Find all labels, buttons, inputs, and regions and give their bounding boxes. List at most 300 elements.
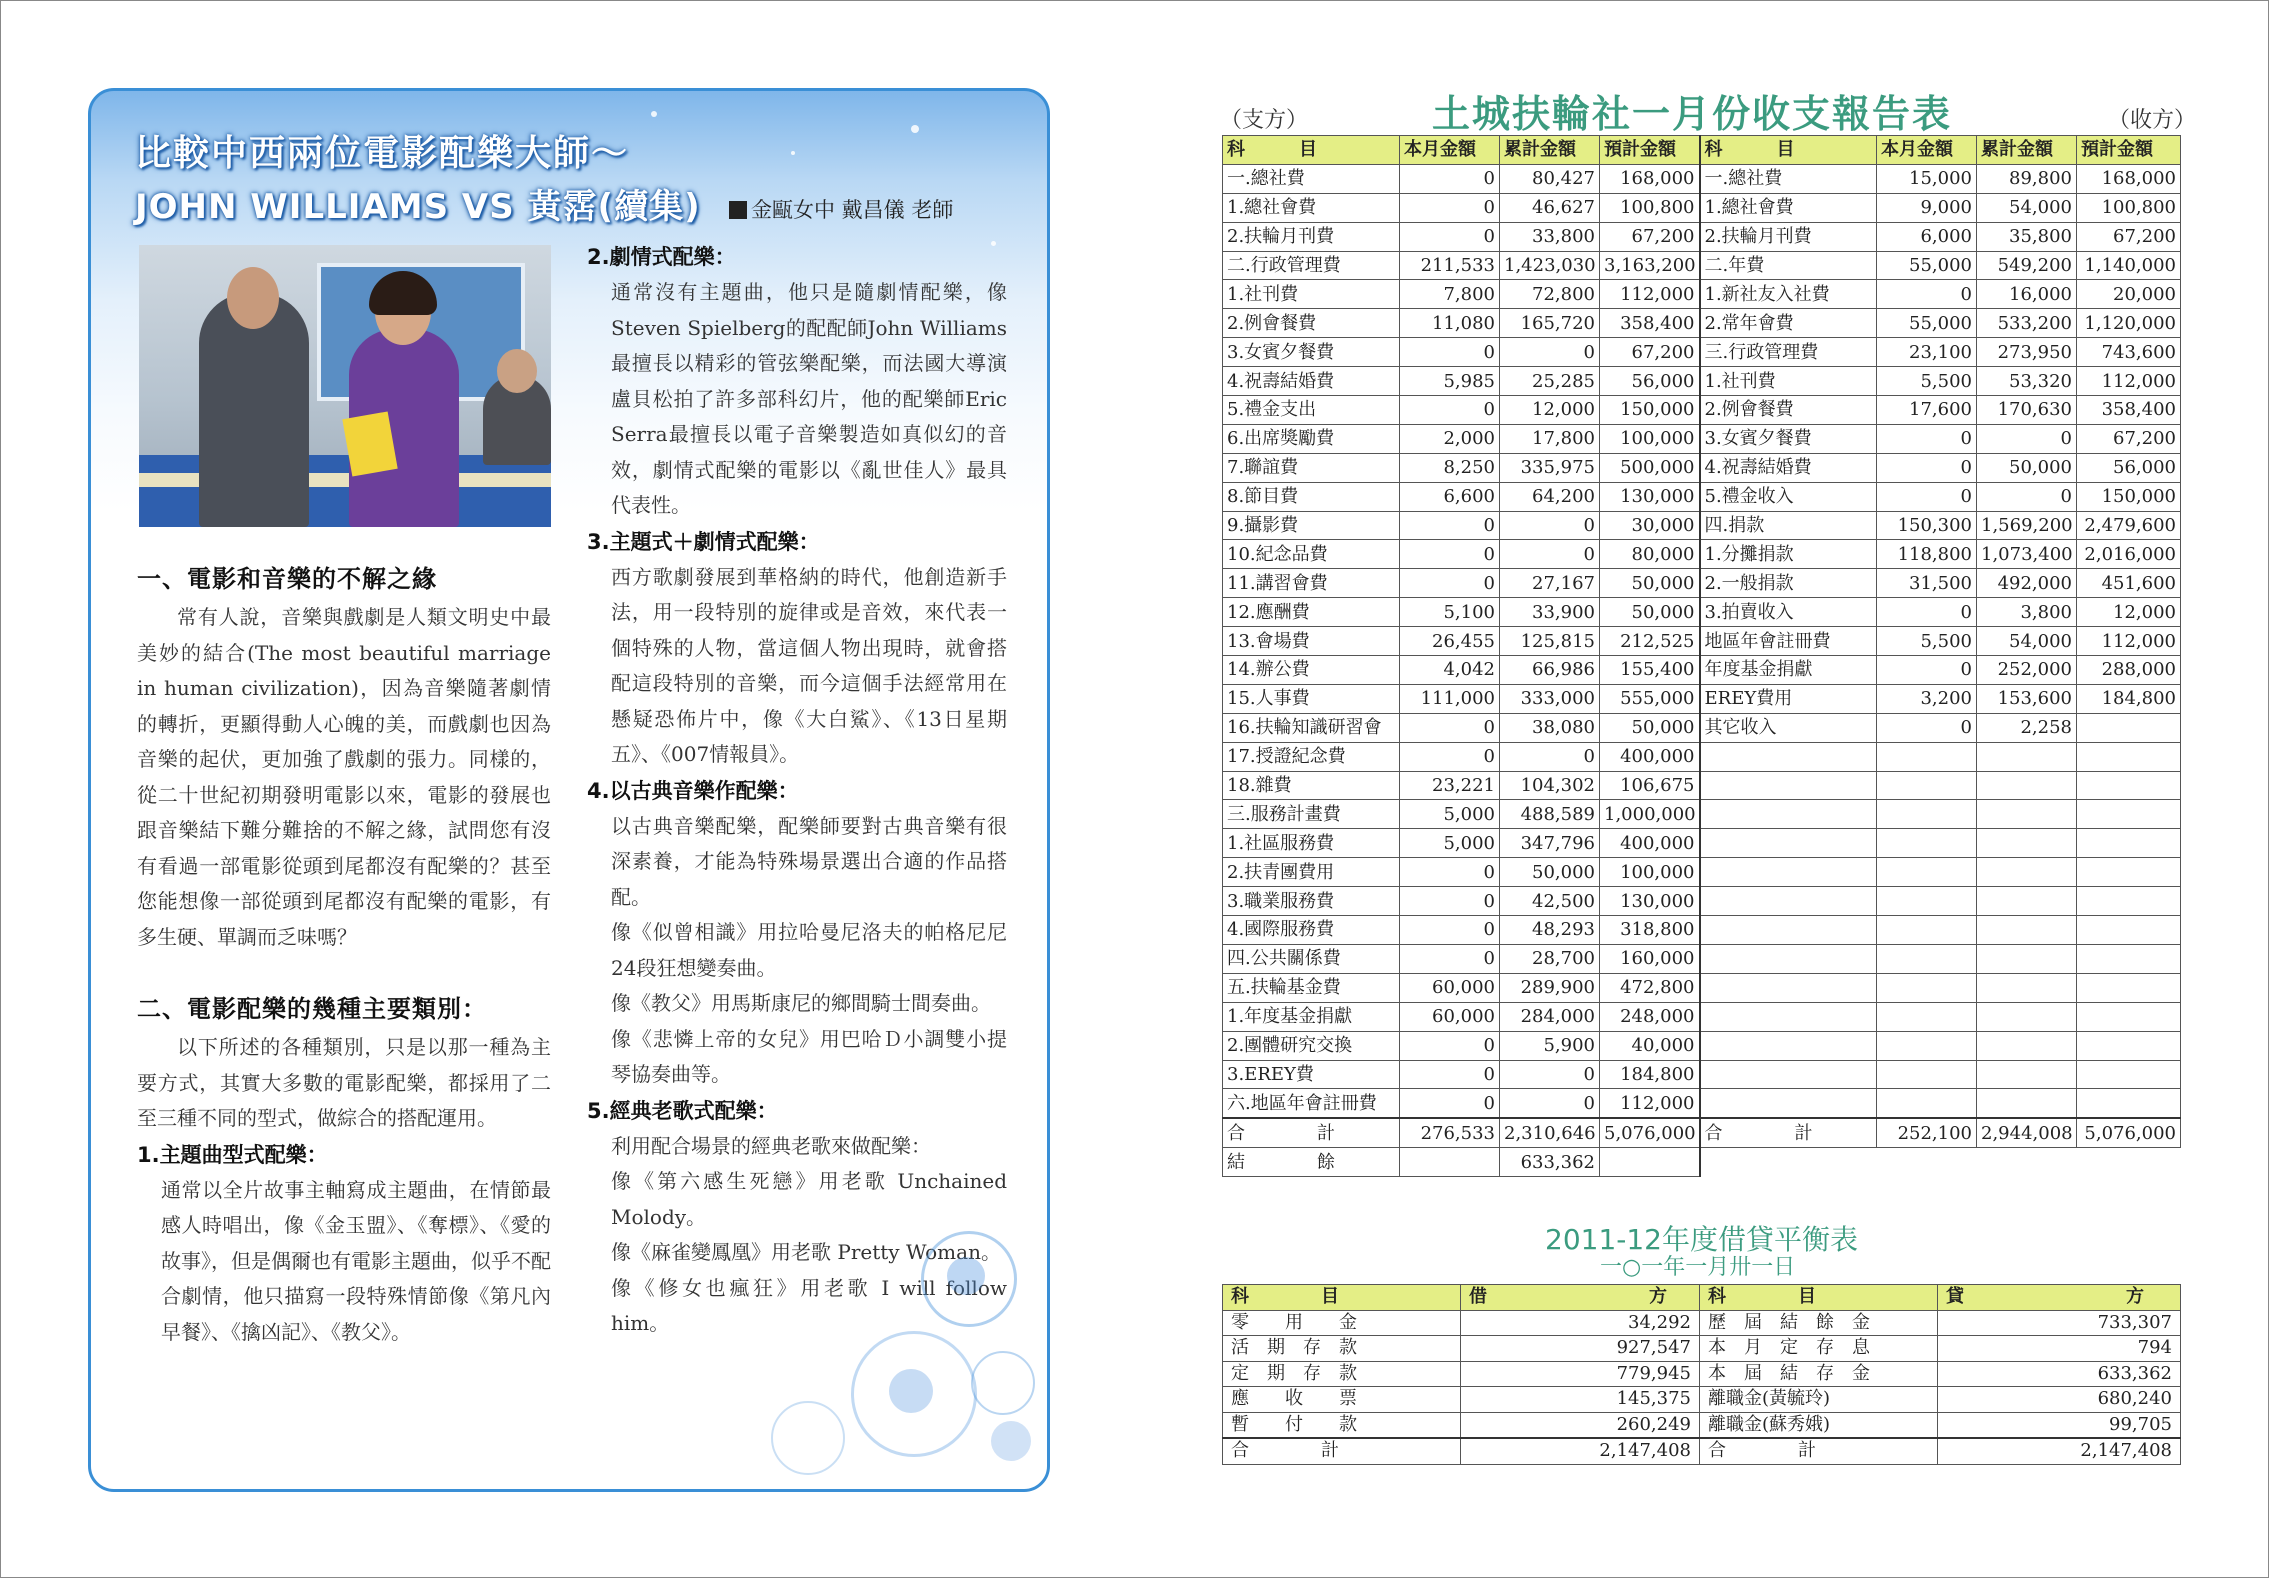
total-value: 252,100 <box>1877 1118 1977 1147</box>
sub2-body: 通常沒有主題曲，他只是隨劇情配樂，像Steven Spielberg的配配師John Williams最擅長以精彩的管弦樂配樂，而法國大導演盧貝松拍了許多部科幻片，他的配樂師Eric Serra最擅長以電子音樂製造如真似幻的音效，劇情式配樂的電影以《亂世佳人》最具代表性。 <box>611 280 1007 517</box>
flower-decoration <box>971 1351 1035 1415</box>
column-header: 科 目 <box>1700 136 1877 165</box>
table-row <box>1223 280 2181 309</box>
table-cell <box>1877 742 1977 771</box>
table-cell: 472,800 <box>1600 973 1700 1002</box>
table-cell <box>1877 1089 1977 1118</box>
table-cell: 3,800 <box>1977 598 2077 627</box>
table-cell: 33,900 <box>1500 598 1600 627</box>
table-cell <box>1877 858 1977 887</box>
table-cell <box>1700 887 1877 916</box>
balance-value: 633,362 <box>1500 1148 1600 1177</box>
table-cell: 125,815 <box>1500 627 1600 656</box>
article-subtitle: JOHN WILLIAMS VS 黃霑(續集) <box>135 187 701 227</box>
table-row <box>1223 482 2181 511</box>
column-header: 累計金額 <box>1500 136 1600 165</box>
total-value: 5,076,000 <box>2077 1118 2181 1147</box>
table-cell <box>2077 1031 2181 1060</box>
table-cell: 26,455 <box>1400 627 1500 656</box>
table-cell: 其它收入 <box>1700 713 1877 742</box>
table-cell: 3.女賓夕餐費 <box>1223 338 1400 367</box>
table-cell: 0 <box>1400 1089 1500 1118</box>
table-cell: 42,500 <box>1500 887 1600 916</box>
table-cell: 40,000 <box>1600 1031 1700 1060</box>
table-cell: 492,000 <box>1977 569 2077 598</box>
table-cell <box>2077 944 2181 973</box>
table-cell: 15,000 <box>1877 164 1977 193</box>
table-cell <box>2077 916 2181 945</box>
table-cell: 定 期 存 款 <box>1223 1361 1461 1387</box>
table-cell: 1.年度基金捐獻 <box>1223 1002 1400 1031</box>
table-cell <box>1877 800 1977 829</box>
table-cell: 4.祝壽結婚費 <box>1700 453 1877 482</box>
table-cell <box>1977 1002 2077 1031</box>
table-cell: 1,120,000 <box>2077 309 2181 338</box>
table-cell: 30,000 <box>1600 511 1700 540</box>
table-cell: 66,986 <box>1500 656 1600 685</box>
sub4-example-1: 像《似曾相識》用拉哈曼尼洛夫的帕格尼尼24段狂想變奏曲。 <box>611 920 1007 980</box>
table-cell: 779,945 <box>1461 1361 1700 1387</box>
table-cell: 100,000 <box>1600 858 1700 887</box>
table-cell <box>1877 1060 1977 1089</box>
table-cell: 0 <box>1400 222 1500 251</box>
table-row <box>1223 338 2181 367</box>
table-cell <box>1977 829 2077 858</box>
table-cell: 3.拍賣收入 <box>1700 598 1877 627</box>
table-cell: 5,500 <box>1877 367 1977 396</box>
table-cell <box>1700 771 1877 800</box>
table-row <box>1223 396 2181 425</box>
table-cell: 67,200 <box>1600 338 1700 367</box>
table-cell: 56,000 <box>2077 453 2181 482</box>
table-row <box>1223 742 2181 771</box>
table-cell: 46,627 <box>1500 193 1600 222</box>
column-header: 貸 方 <box>1938 1285 2181 1311</box>
table-cell: 170,630 <box>1977 396 2077 425</box>
table-cell: 89,800 <box>1977 164 2077 193</box>
sparkle-decoration <box>651 111 657 117</box>
table-cell: 二.行政管理費 <box>1223 251 1400 280</box>
table-cell: 794 <box>1938 1336 2181 1362</box>
table-cell: 358,400 <box>2077 396 2181 425</box>
table-cell: 3,200 <box>1877 684 1977 713</box>
table-cell: 0 <box>1400 713 1500 742</box>
total-label: 合 計 <box>1223 1438 1461 1464</box>
table-cell: 153,600 <box>1977 684 2077 713</box>
table-cell <box>1700 742 1877 771</box>
table-cell: 0 <box>1977 482 2077 511</box>
sub5-example-2: 像《麻雀變鳳凰》用老歌 Pretty Woman。 <box>611 1240 1001 1264</box>
table-cell: 8,250 <box>1400 453 1500 482</box>
table-row <box>1223 511 2181 540</box>
table-cell: 318,800 <box>1600 916 1700 945</box>
table-cell: 0 <box>1500 511 1600 540</box>
sub3-body: 西方歌劇發展到華格納的時代，他創造新手法，用一段特別的旋律或是音效，來代表一個特殊的人物，當這個人物出現時，就會搭配這段特別的音樂，而今這個手法經常用在懸疑恐佈片中，像《大白鯊》、《13日星期五》、《007情報員》。 <box>611 564 1007 766</box>
table-cell: 本 屆 結 存 金 <box>1700 1361 1938 1387</box>
expense-label: （支方） <box>1220 108 1309 133</box>
table-row <box>1223 1336 2181 1362</box>
table-cell: 25,285 <box>1500 367 1600 396</box>
table-cell: 60,000 <box>1400 973 1500 1002</box>
table-cell: 二.年費 <box>1700 251 1877 280</box>
table-cell: 155,400 <box>1600 656 1700 685</box>
table-cell: 0 <box>1877 713 1977 742</box>
table-cell: 1.社刊費 <box>1223 280 1400 309</box>
table-cell: 500,000 <box>1600 453 1700 482</box>
table-cell: 56,000 <box>1600 367 1700 396</box>
column-header: 預計金額 <box>1600 136 1700 165</box>
table-cell: 10.紀念品費 <box>1223 540 1400 569</box>
table-cell: 0 <box>1877 598 1977 627</box>
table-row <box>1223 1089 2181 1118</box>
sub5-heading: 5.經典老歌式配樂： <box>587 1098 778 1123</box>
table-cell: 四.公共關係費 <box>1223 944 1400 973</box>
table-header-row <box>1223 1285 2181 1311</box>
table-cell: 2,016,000 <box>2077 540 2181 569</box>
finance-title: 土城扶輪社一月份收支報告表 <box>1432 92 1953 136</box>
table-cell: 0 <box>1877 482 1977 511</box>
table-row <box>1223 424 2181 453</box>
flower-decoration <box>991 1421 1031 1461</box>
table-row <box>1223 973 2181 1002</box>
table-cell: 歷 屆 結 餘 金 <box>1700 1310 1938 1336</box>
table-cell: 27,167 <box>1500 569 1600 598</box>
table-cell <box>1977 944 2077 973</box>
table-cell: 168,000 <box>1600 164 1700 193</box>
table-cell <box>2077 1089 2181 1118</box>
table-row <box>1223 1031 2181 1060</box>
table-cell: 12,000 <box>1500 396 1600 425</box>
table-cell: 1,073,400 <box>1977 540 2077 569</box>
table-row <box>1223 944 2181 973</box>
table-cell: 4.國際服務費 <box>1223 916 1400 945</box>
table-cell: 本 月 定 存 息 <box>1700 1336 1938 1362</box>
income-expense-table <box>1222 135 2181 1177</box>
table-row <box>1223 598 2181 627</box>
table-cell: 2.一般捐款 <box>1700 569 1877 598</box>
total-value: 2,310,646 <box>1500 1118 1600 1147</box>
table-cell <box>1877 1031 1977 1060</box>
table-cell: 13.會場費 <box>1223 627 1400 656</box>
article-title: 比較中西兩位電影配樂大師～ <box>135 133 630 174</box>
table-cell: 106,675 <box>1600 771 1700 800</box>
table-cell: 400,000 <box>1600 742 1700 771</box>
table-row <box>1223 771 2181 800</box>
table-cell: 118,800 <box>1877 540 1977 569</box>
table-cell <box>2077 1060 2181 1089</box>
table-cell: 三.服務計畫費 <box>1223 800 1400 829</box>
table-cell: 150,000 <box>2077 482 2181 511</box>
sub4-body: 以古典音樂配樂，配樂師要對古典音樂有很深素養，才能為特殊場景選出合適的作品搭配。 <box>611 813 1007 909</box>
table-cell: 54,000 <box>1977 193 2077 222</box>
table-cell: 3.職業服務費 <box>1223 887 1400 916</box>
table-cell: 358,400 <box>1600 309 1700 338</box>
column-header: 預計金額 <box>2077 136 2181 165</box>
sub1-body: 通常以全片故事主軸寫成主題曲，在情節最感人時唱出，像《金玉盟》、《奪標》、《愛的故事》，但是偶爾也有電影主題曲，似乎不配合劇情，他只描寫一段特殊情節像《第凡內早餐》、《擒凶記》、《教父》。 <box>161 1177 551 1344</box>
table-cell: 五.扶輪基金費 <box>1223 973 1400 1002</box>
table-cell: 145,375 <box>1461 1387 1700 1413</box>
table-row <box>1223 569 2181 598</box>
table-cell: 11.講習會費 <box>1223 569 1400 598</box>
table-cell: 2,258 <box>1977 713 2077 742</box>
table-row <box>1223 887 2181 916</box>
table-cell: 9,000 <box>1877 193 1977 222</box>
table-cell: 15.人事費 <box>1223 684 1400 713</box>
table-cell <box>1700 800 1877 829</box>
table-cell: 5,100 <box>1400 598 1500 627</box>
table-cell: 260,249 <box>1461 1412 1700 1438</box>
article-column-left <box>137 559 551 1350</box>
flower-decoration <box>889 1369 933 1413</box>
table-cell: 165,720 <box>1500 309 1600 338</box>
table-cell: 0 <box>1400 511 1500 540</box>
table-cell: 0 <box>1400 164 1500 193</box>
table-cell: 252,000 <box>1977 656 2077 685</box>
table-cell: 5,000 <box>1400 829 1500 858</box>
table-cell <box>1700 1060 1877 1089</box>
sub4-heading: 4.以古典音樂作配樂： <box>587 778 799 803</box>
table-cell: 3.女賓夕餐費 <box>1700 424 1877 453</box>
table-cell: 7.聯誼費 <box>1223 453 1400 482</box>
table-row <box>1223 222 2181 251</box>
table-cell: 2,000 <box>1400 424 1500 453</box>
table-cell: 50,000 <box>1977 453 2077 482</box>
table-cell: 14.辦公費 <box>1223 656 1400 685</box>
table-cell: 33,800 <box>1500 222 1600 251</box>
table-cell: 9.攝影費 <box>1223 511 1400 540</box>
table-cell: 0 <box>1400 944 1500 973</box>
table-cell: 0 <box>1977 424 2077 453</box>
table-cell: 0 <box>1500 338 1600 367</box>
table-row <box>1223 540 2181 569</box>
table-cell: 0 <box>1400 742 1500 771</box>
table-cell <box>1977 742 2077 771</box>
table-cell: 2.例會餐費 <box>1223 309 1400 338</box>
table-cell: 16,000 <box>1977 280 2077 309</box>
table-cell: 暫 付 款 <box>1223 1412 1461 1438</box>
sub5-example-1: 像《第六感生死戀》用老歌 Unchained Molody。 <box>611 1169 1007 1229</box>
table-cell <box>1977 800 2077 829</box>
table-cell: 5.禮金支出 <box>1223 396 1400 425</box>
table-cell: 7,800 <box>1400 280 1500 309</box>
table-cell <box>2077 829 2181 858</box>
table-cell: 0 <box>1877 656 1977 685</box>
table-cell: 1.社刊費 <box>1700 367 1877 396</box>
table-cell: 2.團體研究交換 <box>1223 1031 1400 1060</box>
table-cell: 4.祝壽結婚費 <box>1223 367 1400 396</box>
table-cell <box>2077 713 2181 742</box>
column-header: 科 目 <box>1223 1285 1461 1311</box>
table-row <box>1223 829 2181 858</box>
table-cell <box>1977 973 2077 1002</box>
table-cell <box>2077 771 2181 800</box>
table-cell: 應 收 票 <box>1223 1387 1461 1413</box>
table-cell <box>1700 1002 1877 1031</box>
flower-decoration <box>947 1257 985 1295</box>
table-cell: 0 <box>1400 858 1500 887</box>
table-cell: 927,547 <box>1461 1336 1700 1362</box>
table-cell: 50,000 <box>1600 598 1700 627</box>
table-cell: 104,302 <box>1500 771 1600 800</box>
table-cell: 31,500 <box>1877 569 1977 598</box>
table-cell: 地區年會註冊費 <box>1700 627 1877 656</box>
table-row <box>1223 656 2181 685</box>
balance-label: 結 餘 <box>1223 1148 1400 1177</box>
table-cell: 1.總社會費 <box>1223 193 1400 222</box>
table-cell: 273,950 <box>1977 338 2077 367</box>
article-author <box>729 194 953 224</box>
table-cell: 633,362 <box>1938 1361 2181 1387</box>
table-cell: 23,221 <box>1400 771 1500 800</box>
table-cell: 6.出席獎勵費 <box>1223 424 1400 453</box>
section1-heading: 一、電影和音樂的不解之緣 <box>137 565 437 593</box>
column-header: 累計金額 <box>1977 136 2077 165</box>
income-label: （收方） <box>2108 108 2197 133</box>
section2-heading: 二、電影配樂的幾種主要類別： <box>137 995 487 1023</box>
table-cell: 17.授證紀念費 <box>1223 742 1400 771</box>
table-cell: 160,000 <box>1600 944 1700 973</box>
table-cell <box>1700 829 1877 858</box>
table-cell: 549,200 <box>1977 251 2077 280</box>
table-row <box>1223 627 2181 656</box>
table-cell <box>1877 944 1977 973</box>
sparkle-decoration <box>911 125 919 133</box>
table-cell: 6,600 <box>1400 482 1500 511</box>
sub1-heading: 1.主題曲型式配樂： <box>137 1142 328 1167</box>
table-cell: 0 <box>1500 540 1600 569</box>
table-row <box>1223 1412 2181 1438</box>
table-row <box>1223 1060 2181 1089</box>
table-cell: 168,000 <box>2077 164 2181 193</box>
table-cell: 年度基金捐獻 <box>1700 656 1877 685</box>
table-cell <box>2077 858 2181 887</box>
total-value: 5,076,000 <box>1600 1118 1700 1147</box>
total-label: 合 計 <box>1700 1438 1938 1464</box>
table-cell <box>1700 916 1877 945</box>
table-cell: 100,800 <box>2077 193 2181 222</box>
table-cell: 50,000 <box>1600 569 1700 598</box>
table-cell: 1,140,000 <box>2077 251 2181 280</box>
table-cell <box>1977 887 2077 916</box>
table-cell: 3.EREY費 <box>1223 1060 1400 1089</box>
table-cell: 23,100 <box>1877 338 1977 367</box>
author-text: 金甌女中 戴昌儀 老師 <box>751 198 954 222</box>
table-row <box>1223 309 2181 338</box>
square-bullet-icon <box>729 201 747 219</box>
table-cell: 16.扶輪知識研習會 <box>1223 713 1400 742</box>
table-cell: 284,000 <box>1500 1002 1600 1031</box>
table-cell: 333,000 <box>1500 684 1600 713</box>
total-label: 合 計 <box>1223 1118 1400 1147</box>
total-row <box>1223 1118 2181 1147</box>
table-cell: 0 <box>1400 193 1500 222</box>
table-cell: 50,000 <box>1600 713 1700 742</box>
table-cell: 四.捐款 <box>1700 511 1877 540</box>
table-cell: 680,240 <box>1938 1387 2181 1413</box>
article-panel <box>88 88 1050 1492</box>
table-cell: 112,000 <box>2077 367 2181 396</box>
table-cell <box>1877 829 1977 858</box>
table-cell: 3,163,200 <box>1600 251 1700 280</box>
section2-body: 以下所述的各種類別，只是以那一種為主要方式，其實大多數的電影配樂，都採用了二至三種不同的型式，做綜合的搭配運用。 <box>137 1035 551 1130</box>
total-value: 2,944,008 <box>1977 1118 2077 1147</box>
table-row <box>1223 916 2181 945</box>
table-cell: 80,427 <box>1500 164 1600 193</box>
table-cell: 5,900 <box>1500 1031 1600 1060</box>
table-cell: 53,320 <box>1977 367 2077 396</box>
table-cell: 1,569,200 <box>1977 511 2077 540</box>
table-cell: 20,000 <box>2077 280 2181 309</box>
table-cell: 0 <box>1400 569 1500 598</box>
table-row <box>1223 684 2181 713</box>
table-cell: 0 <box>1400 916 1500 945</box>
table-cell: 1,000,000 <box>1600 800 1700 829</box>
sub4-example-3: 像《悲憐上帝的女兒》用巴哈Ｄ小調雙小提琴協奏曲等。 <box>611 1026 1007 1086</box>
table-cell: 1.總社會費 <box>1700 193 1877 222</box>
table-cell <box>1977 771 2077 800</box>
table-cell: 5,500 <box>1877 627 1977 656</box>
table-cell: 6,000 <box>1877 222 1977 251</box>
total-row <box>1223 1438 2181 1464</box>
table-cell: 72,800 <box>1500 280 1600 309</box>
table-cell: 38,080 <box>1500 713 1600 742</box>
table-cell: 0 <box>1400 1060 1500 1089</box>
table-cell: 一.總社費 <box>1700 164 1877 193</box>
table-cell: 35,800 <box>1977 222 2077 251</box>
table-row <box>1223 1361 2181 1387</box>
table-cell <box>1877 973 1977 1002</box>
column-header: 本月金額 <box>1877 136 1977 165</box>
table-row <box>1223 251 2181 280</box>
sparkle-decoration <box>791 151 795 155</box>
table-cell: 0 <box>1500 1060 1600 1089</box>
table-cell: 活 期 存 款 <box>1223 1336 1461 1362</box>
table-row <box>1223 1387 2181 1413</box>
table-cell: 733,307 <box>1938 1310 2181 1336</box>
table-row <box>1223 193 2181 222</box>
table-cell <box>1700 1089 1877 1118</box>
table-row <box>1223 800 2181 829</box>
table-cell: 50,000 <box>1500 858 1600 887</box>
table-cell: 111,000 <box>1400 684 1500 713</box>
table-cell: 112,000 <box>1600 280 1700 309</box>
article-column-right <box>587 239 1007 1342</box>
table-row <box>1223 713 2181 742</box>
table-cell <box>1700 858 1877 887</box>
table-cell: 100,800 <box>1600 193 1700 222</box>
table-cell <box>1877 771 1977 800</box>
table-cell: 1.社區服務費 <box>1223 829 1400 858</box>
table-cell: 60,000 <box>1400 1002 1500 1031</box>
sub4-example-2: 像《教父》用馬斯康尼的鄉間騎士間奏曲。 <box>611 991 991 1015</box>
table-cell <box>2077 800 2181 829</box>
column-header: 借 方 <box>1461 1285 1700 1311</box>
balance-sheet-date: 一○一年一月卅一日 <box>1600 1255 1796 1280</box>
table-cell: 34,292 <box>1461 1310 1700 1336</box>
table-cell: 100,000 <box>1600 424 1700 453</box>
sub3-heading: 3.主題式＋劇情式配樂： <box>587 529 820 554</box>
balance-sheet-table <box>1222 1284 2181 1465</box>
table-cell: 211,533 <box>1400 251 1500 280</box>
table-cell <box>1700 944 1877 973</box>
table-cell: 5,000 <box>1400 800 1500 829</box>
table-cell: 288,000 <box>2077 656 2181 685</box>
flower-decoration <box>771 1401 845 1475</box>
table-cell: 0 <box>1400 1031 1500 1060</box>
table-cell: 112,000 <box>2077 627 2181 656</box>
table-cell: 289,900 <box>1500 973 1600 1002</box>
table-cell <box>1700 1031 1877 1060</box>
